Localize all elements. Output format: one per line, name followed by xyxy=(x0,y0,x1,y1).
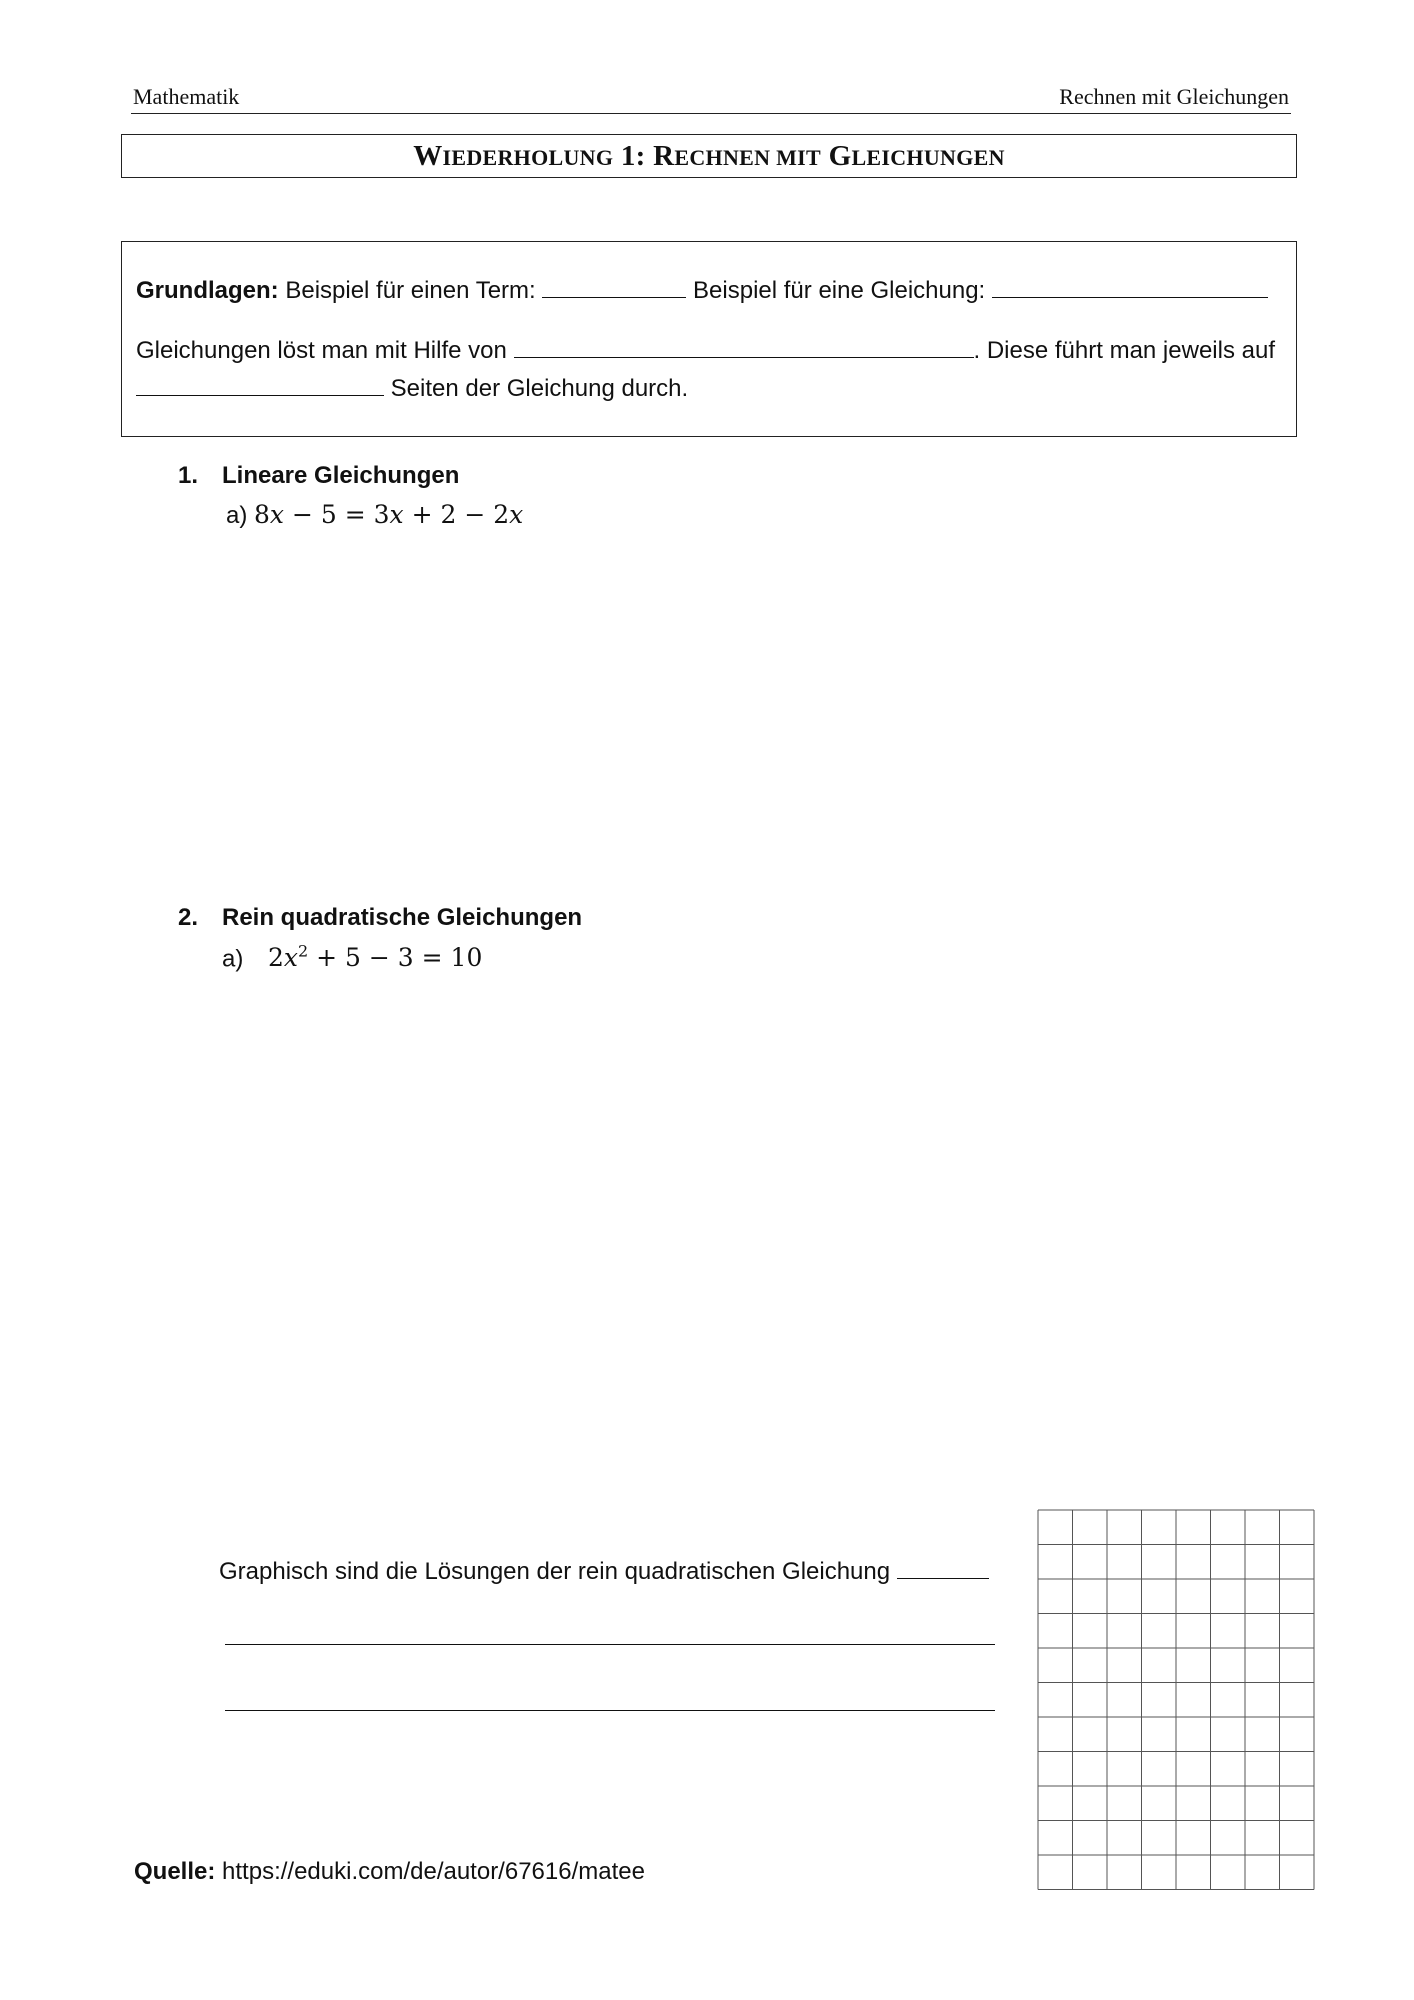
linear-equation: 8x − 5 = 3x + 2 − 2x xyxy=(254,500,524,529)
graph-prompt xyxy=(219,1556,989,1586)
section-2-task-a xyxy=(222,942,482,973)
section-1-heading xyxy=(178,462,459,490)
page-title xyxy=(413,140,1005,173)
section-1-number: 1. xyxy=(178,462,199,489)
section-1-title: Lineare Gleichungen xyxy=(222,462,460,489)
graph-grid-svg xyxy=(1037,1509,1315,1891)
graph-grid[interactable] xyxy=(1037,1509,1315,1896)
equation-blank[interactable] xyxy=(992,275,1268,298)
basics-box xyxy=(121,241,1297,437)
solve-continuation: . Diese führt man jeweils auf xyxy=(973,337,1275,364)
title-rest-1: IEDERHOLUNG xyxy=(442,144,614,170)
task-label: a) xyxy=(226,502,248,529)
section-2-title: Rein quadratische Gleichungen xyxy=(222,904,583,931)
title-rest-3: LEICHUNGEN xyxy=(851,144,1005,170)
graph-prompt-text: Graphisch sind die Lösungen der rein quadratischen Gleichung xyxy=(219,1558,891,1585)
answer-line-1[interactable] xyxy=(225,1644,995,1645)
source-line xyxy=(134,1858,645,1886)
task-label: a) xyxy=(222,945,244,973)
section-2-heading xyxy=(178,904,582,932)
answer-line-2[interactable] xyxy=(225,1710,995,1711)
equation-prompt: Beispiel für eine Gleichung: xyxy=(693,277,986,304)
title-number: 1: xyxy=(613,139,654,172)
header-divider xyxy=(131,113,1291,114)
section-1-task-a xyxy=(226,500,523,530)
basics-line-2 xyxy=(136,332,1282,408)
basics-label: Grundlagen: xyxy=(136,277,279,304)
term-prompt: Beispiel für einen Term: xyxy=(285,277,536,304)
graph-blank[interactable] xyxy=(897,1556,989,1579)
solve-method-blank[interactable] xyxy=(514,335,974,358)
solve-prompt: Gleichungen löst man mit Hilfe von xyxy=(136,337,507,364)
title-box xyxy=(121,134,1297,178)
title-initial-g: G xyxy=(821,139,852,172)
title-initial-r: R xyxy=(653,139,675,172)
header-topic: Rechnen mit Gleichungen xyxy=(1059,84,1289,109)
sides-text: Seiten der Gleichung durch. xyxy=(390,375,689,402)
section-2-number: 2. xyxy=(178,904,199,931)
source-label: Quelle: xyxy=(134,1858,216,1885)
title-rest-2: ECHNEN MIT xyxy=(674,144,822,170)
term-blank[interactable] xyxy=(542,275,686,298)
title-initial-w: W xyxy=(413,139,443,172)
sides-blank[interactable] xyxy=(136,373,384,396)
header-subject: Mathematik xyxy=(133,84,240,109)
quadratic-equation: $2x^2 + 5 - 3 = 10$ xyxy=(268,942,483,973)
basics-line-1 xyxy=(136,272,1282,310)
source-url[interactable]: https://eduki.com/de/autor/67616/matee xyxy=(222,1858,645,1885)
